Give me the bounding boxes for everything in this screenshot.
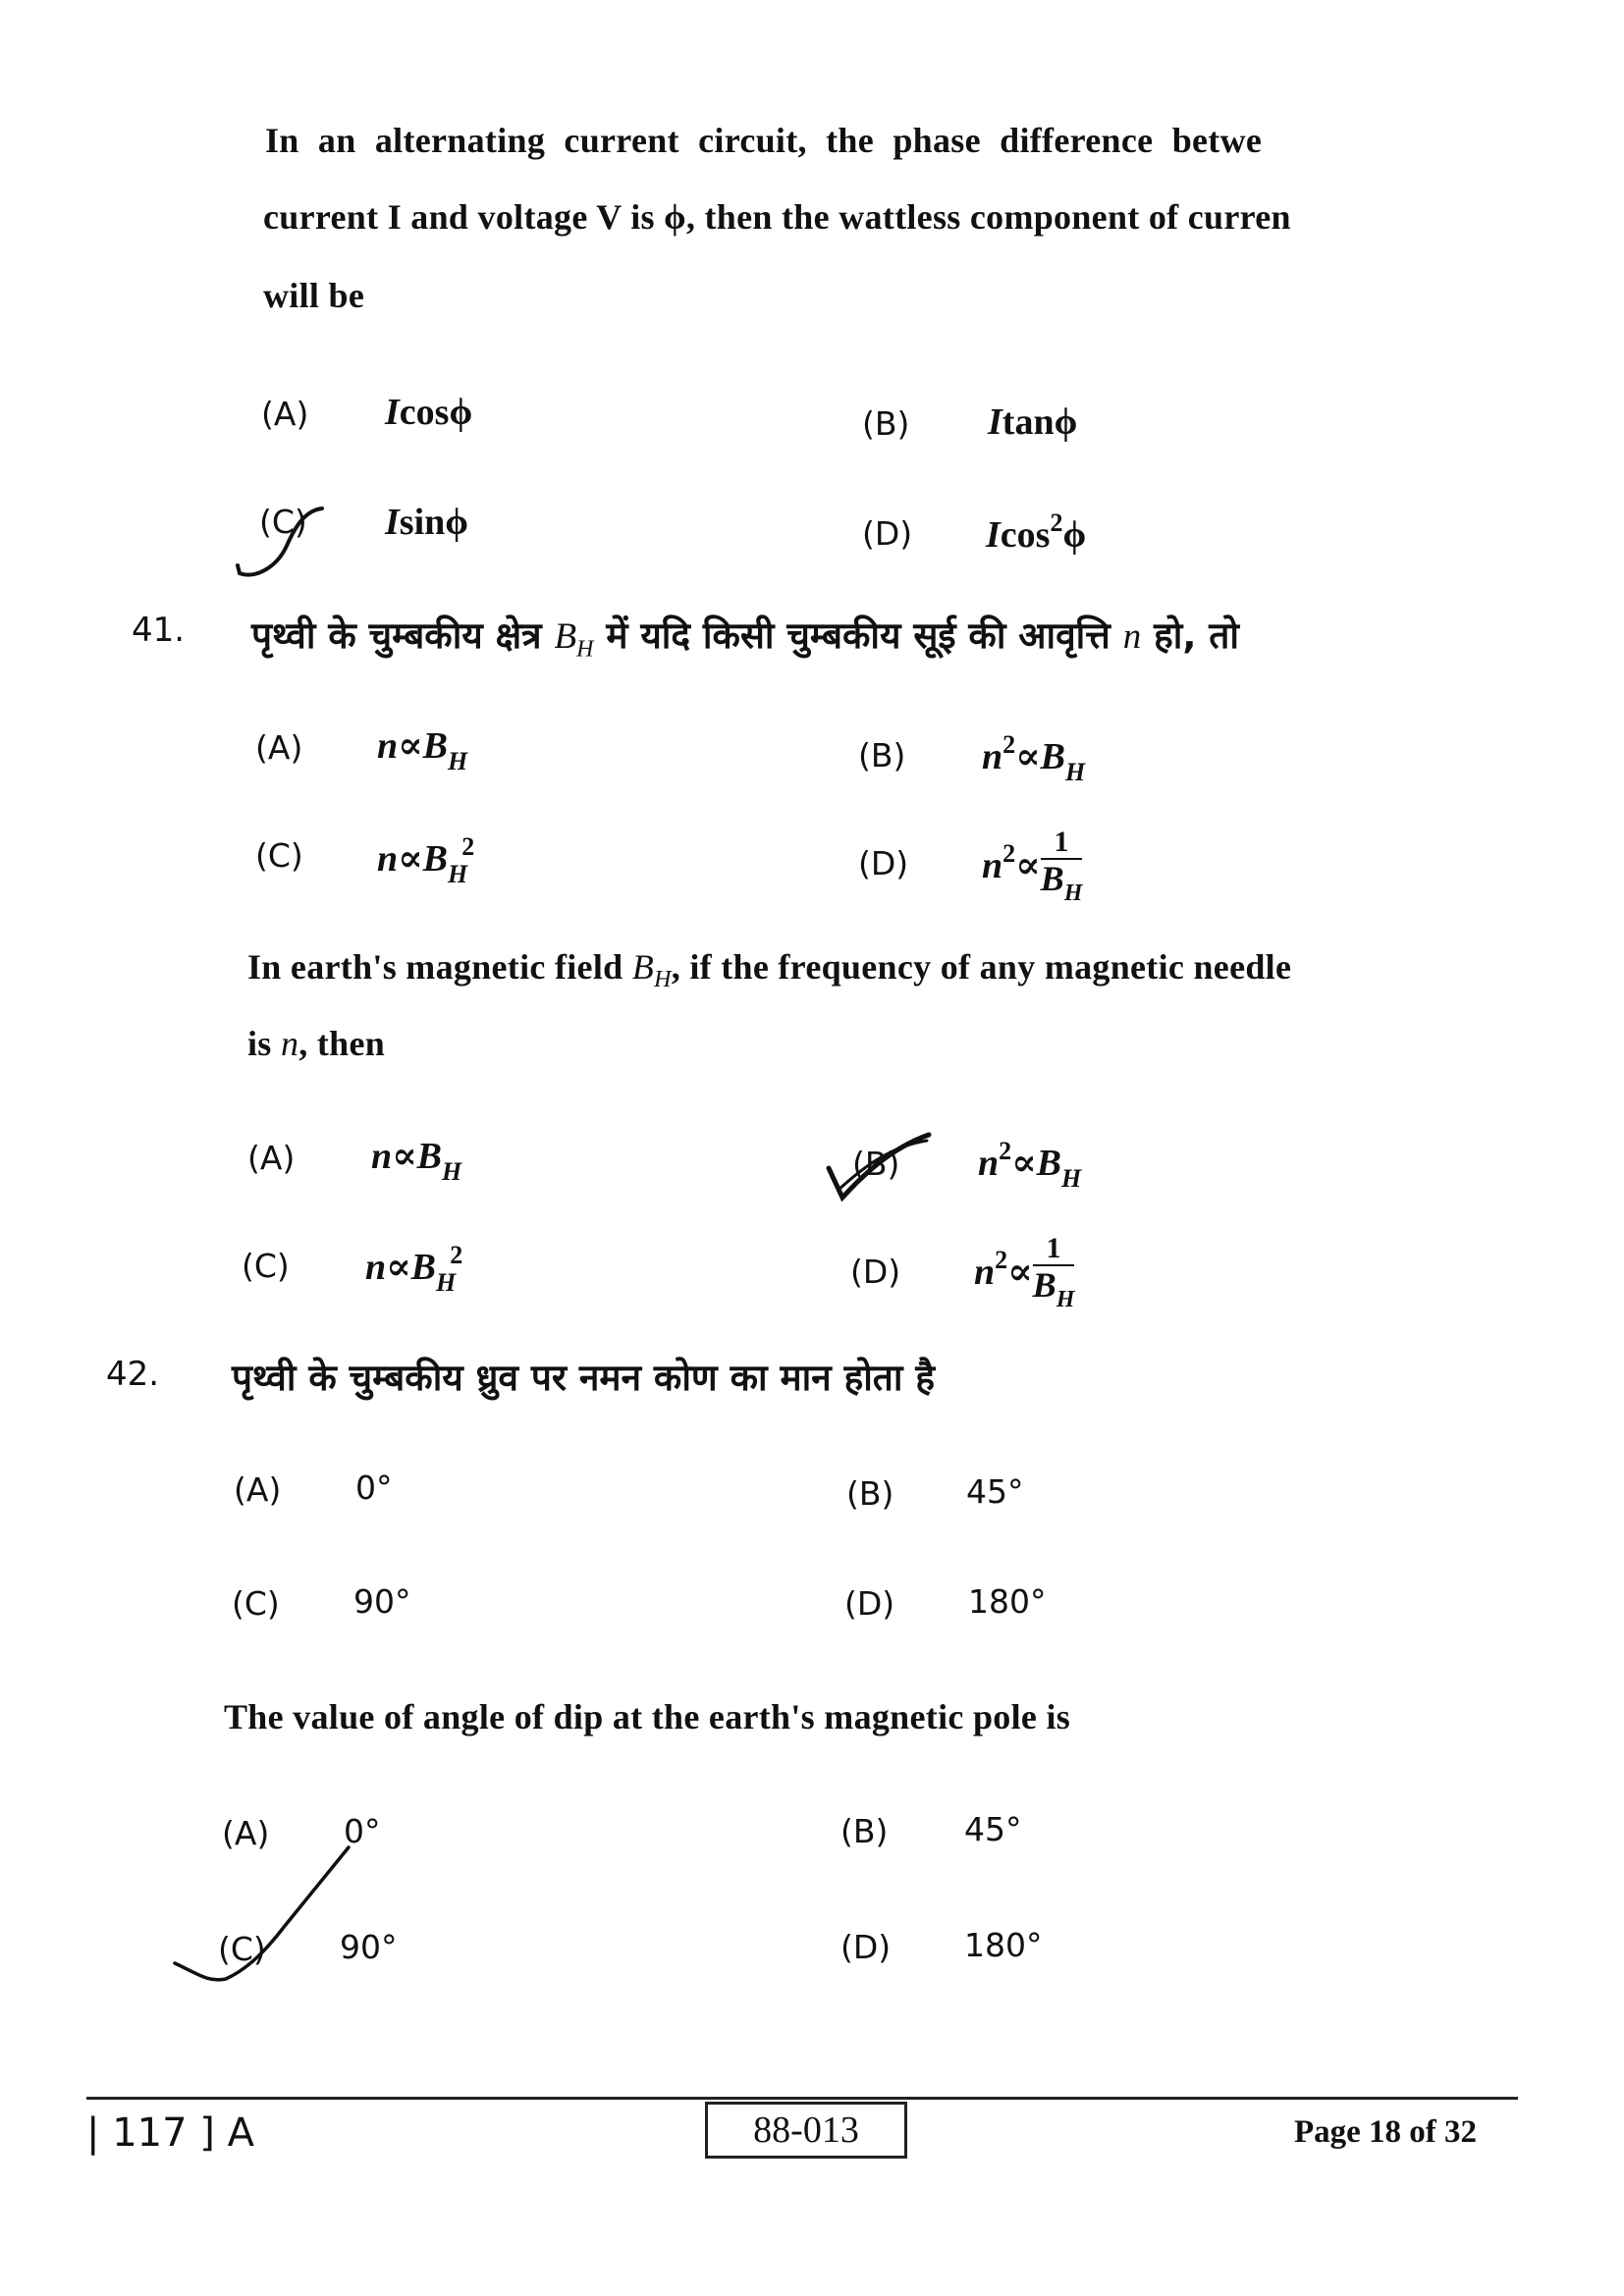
q42-english-option-c-value: 90° [340, 1928, 398, 1966]
q42-english-option-b-label[interactable]: (B) [840, 1812, 889, 1850]
q40-option-a-value: Icosϕ [385, 392, 473, 433]
q41-hindi-option-d-value: $n^2\propto$ $\frac{1}{B_H}$ [982, 826, 1083, 906]
footer-page-number: Page 18 of 32 [1294, 2114, 1478, 2150]
q42-hindi-option-a-value: 0° [355, 1468, 393, 1507]
q40-option-b-value: Itanϕ [988, 401, 1078, 443]
q41-english-option-b-label[interactable]: (B) [852, 1145, 900, 1183]
q41-english-option-d-value: $n^2\propto$ $\frac{1}{B_H}$ [974, 1232, 1075, 1312]
q40-option-c-label[interactable]: (C) [259, 503, 307, 541]
q42-hindi-option-b-value: 45° [966, 1472, 1024, 1511]
q41-hindi-option-b-label[interactable]: (B) [858, 736, 906, 774]
q42-hindi-option-a-label[interactable]: (A) [234, 1470, 282, 1509]
q42-hindi-option-c-value: 90° [353, 1582, 411, 1621]
q42-hindi-option-d-value: 180° [968, 1582, 1047, 1621]
q40-option-b-label[interactable]: (B) [862, 404, 910, 443]
q41-english-option-a-label[interactable]: (A) [247, 1139, 296, 1177]
q41-english-option-d-label[interactable]: (D) [850, 1253, 901, 1291]
q42-hindi-option-b-label[interactable]: (B) [846, 1474, 894, 1513]
q42-english-option-a-value: 0° [344, 1812, 381, 1850]
q41-english-option-b-value: $n^2\propto B_H$ [978, 1137, 1082, 1193]
q42-english-option-d-value: 180° [964, 1926, 1043, 1964]
q40-option-d-label[interactable]: (D) [862, 514, 913, 553]
question-number: 41. [132, 611, 186, 650]
q41-english-line-2: is n, then [247, 1024, 386, 1063]
question-number: 42. [106, 1355, 160, 1394]
q41-hindi-option-d-label[interactable]: (D) [858, 844, 909, 882]
q41-hindi-option-c-value: $n\propto B_H^2$ [377, 832, 475, 888]
q41-hindi-option-a-label[interactable]: (A) [255, 728, 303, 767]
q41-english-option-c-label[interactable]: (C) [242, 1247, 290, 1285]
footer-divider [86, 2097, 1518, 2100]
q42-english-text: The value of angle of dip at the earth's magnetic pole is [224, 1697, 1071, 1736]
q42-hindi-option-c-label[interactable]: (C) [232, 1584, 280, 1623]
q40-option-c-value: Isinϕ [385, 502, 468, 543]
q40-line-1: In an alternating current circuit, the phase difference betwe [265, 121, 1263, 160]
q40-line-3: will be [263, 276, 365, 315]
q41-english-option-c-value: $n\propto B_H^2$ [365, 1241, 463, 1297]
q40-option-a-label[interactable]: (A) [261, 395, 309, 433]
q42-hindi-option-d-label[interactable]: (D) [844, 1584, 895, 1623]
q41-english-line-1: In earth's magnetic field $B_H$, if the frequency of any magnetic needle [247, 947, 1292, 993]
q41-hindi-option-c-label[interactable]: (C) [255, 836, 303, 875]
footer-paper-code: | 117 ] A [86, 2110, 254, 2156]
q40-option-d-value: Icos$^2$ϕ [986, 508, 1087, 556]
q42-english-option-a-label[interactable]: (A) [222, 1814, 270, 1852]
q42-english-option-c-label[interactable]: (C) [218, 1930, 266, 1968]
q42-english-option-d-label[interactable]: (D) [840, 1928, 892, 1966]
q42-hindi-text: पृथ्वी के चुम्बकीय ध्रुव पर नमन कोण का मान होता है [232, 1357, 936, 1399]
q41-hindi-option-b-value: $n^2\propto B_H$ [982, 730, 1086, 786]
q41-english-option-a-value: $n\propto B_H$ [371, 1136, 462, 1186]
q40-line-2: current I and voltage V is ϕ, then the wattless component of curren [263, 197, 1291, 237]
q41-hindi-option-a-value: $n\propto B_H$ [377, 725, 468, 775]
q42-english-option-b-value: 45° [964, 1810, 1022, 1848]
q41-hindi-text: पृथ्वी के चुम्बकीय क्षेत्र $B_H$ में यदि किसी चुम्बकीय सूई की आवृत्ति n हो, तो [251, 614, 1239, 663]
footer-booklet-code: 88-013 [705, 2102, 907, 2159]
